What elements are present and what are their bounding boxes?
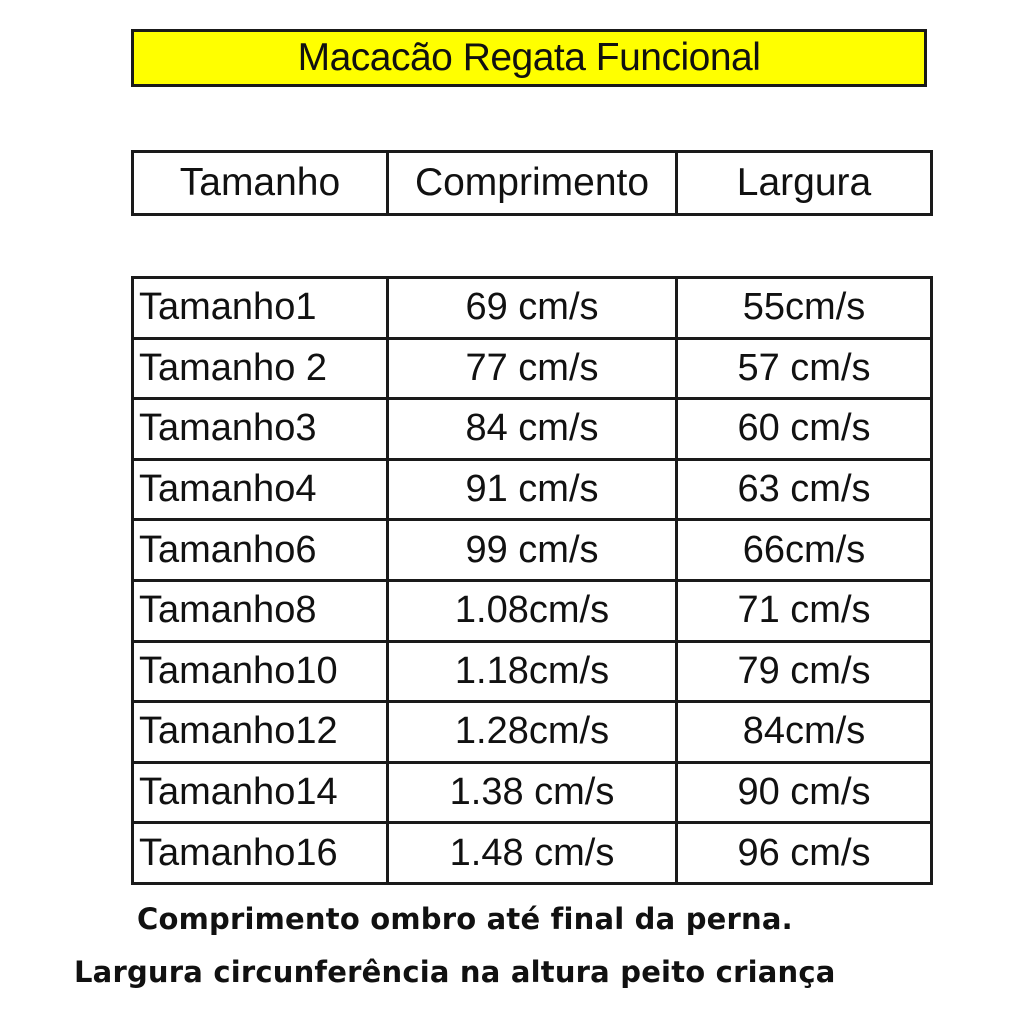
width-cell: 63 cm/s: [677, 459, 932, 520]
length-note: Comprimento ombro até final da perna.: [137, 902, 793, 936]
header-size: Tamanho: [133, 152, 388, 215]
width-cell: 79 cm/s: [677, 641, 932, 702]
length-cell: 1.38 cm/s: [387, 762, 676, 823]
size-cell: Tamanho14: [133, 762, 388, 823]
table-row: [133, 702, 932, 763]
size-cell: Tamanho8: [133, 580, 388, 641]
size-cell: Tamanho4: [133, 459, 388, 520]
width-cell: 60 cm/s: [677, 399, 932, 460]
size-cell: Tamanho16: [133, 823, 388, 884]
width-cell: 90 cm/s: [677, 762, 932, 823]
table-row: [133, 823, 932, 884]
size-cell: Tamanho12: [133, 702, 388, 763]
header-length: Comprimento: [387, 152, 676, 215]
length-cell: 84 cm/s: [387, 399, 676, 460]
width-cell: 71 cm/s: [677, 580, 932, 641]
length-cell: 1.18cm/s: [387, 641, 676, 702]
size-cell: Tamanho1: [133, 278, 388, 339]
table-row: [133, 338, 932, 399]
table-row: [133, 520, 932, 581]
header-row: [133, 152, 932, 215]
width-cell: 96 cm/s: [677, 823, 932, 884]
table-row: [133, 641, 932, 702]
length-cell: 99 cm/s: [387, 520, 676, 581]
length-cell: 77 cm/s: [387, 338, 676, 399]
width-note: Largura circunferência na altura peito criança: [74, 955, 836, 989]
size-table-header: [131, 150, 933, 216]
width-cell: 57 cm/s: [677, 338, 932, 399]
size-cell: Tamanho10: [133, 641, 388, 702]
table-row: [133, 399, 932, 460]
length-cell: 1.08cm/s: [387, 580, 676, 641]
width-cell: 66cm/s: [677, 520, 932, 581]
size-cell: Tamanho3: [133, 399, 388, 460]
width-cell: 55cm/s: [677, 278, 932, 339]
length-cell: 69 cm/s: [387, 278, 676, 339]
table-row: [133, 459, 932, 520]
header-width: Largura: [677, 152, 932, 215]
size-table: [131, 276, 933, 885]
width-cell: 84cm/s: [677, 702, 932, 763]
table-row: [133, 580, 932, 641]
length-cell: 1.28cm/s: [387, 702, 676, 763]
size-cell: Tamanho 2: [133, 338, 388, 399]
table-row: [133, 762, 932, 823]
length-cell: 91 cm/s: [387, 459, 676, 520]
page-title: Macacão Regata Funcional: [131, 29, 927, 87]
length-cell: 1.48 cm/s: [387, 823, 676, 884]
table-row: [133, 278, 932, 339]
size-cell: Tamanho6: [133, 520, 388, 581]
